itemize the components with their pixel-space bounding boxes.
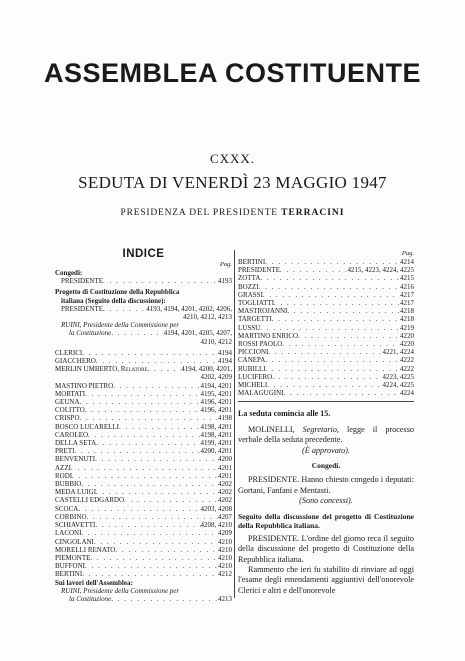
pag-label-right: Pag. [401, 250, 414, 257]
index-entry [55, 423, 232, 431]
index-entry [55, 480, 232, 488]
index-entry [55, 373, 232, 381]
congedi-section-label: Congedi: [55, 269, 83, 277]
index-entry-pages: 4209 [218, 529, 232, 538]
index-entry-pages: 4201 [218, 463, 232, 472]
molinelli-paragraph: MOLINELLI, Segretario, legge il processo verbale della seduta precedente. [238, 424, 414, 445]
index-entry-continuation: 4210, 4212 [200, 337, 232, 346]
index-entry-name: MASTROJANNI [238, 307, 288, 316]
index-entry-name: CLERICI [55, 348, 83, 357]
president-name: TERRACINI [281, 208, 345, 218]
index-entry-pages: 4210 [218, 562, 232, 571]
index-entry-pages: 4214 [400, 258, 414, 266]
index-entry [55, 447, 232, 455]
index-entry-name: CANEPA [238, 356, 266, 365]
index-entry-pages: 4208, 4210 [200, 521, 232, 530]
index-entry [238, 258, 414, 266]
index-entry [55, 554, 232, 562]
index-entry [55, 455, 232, 463]
index-entry-name: MERLIN UMBERTO, Relatore [55, 365, 148, 374]
seduta-opening: La seduta comincia alle 15. [238, 409, 331, 419]
session-body [238, 409, 414, 596]
index-entry [238, 332, 414, 340]
index-entry-name: BUFFONI [55, 562, 85, 571]
index-entry-pages: 4200 [218, 455, 232, 464]
index-entry-pages: 4224 [400, 389, 414, 398]
congedi-heading: Congedi. [311, 461, 341, 471]
index-entry-name: ZOTTA [238, 274, 261, 283]
index-entry-pages: 4198, 4201 [200, 430, 232, 439]
document-title: ASSEMBLEA COSTITUENTE [43, 58, 422, 88]
presidenza-line [0, 208, 465, 218]
index-entry [238, 307, 414, 315]
index-entry-name: ROSSI PAOLO [238, 340, 283, 349]
index-entry [238, 274, 414, 282]
index-entry [55, 496, 232, 504]
index-entry-pages: 4217 [400, 299, 414, 308]
index-entry-pages: 4222 [400, 364, 414, 373]
index-entry-name: MICHELI [238, 381, 268, 390]
index-entry [238, 266, 414, 274]
index-entry [238, 348, 414, 356]
index-entry [55, 357, 232, 365]
pag-label: Pag. [219, 261, 232, 268]
index-entry-name: RODI [55, 471, 73, 480]
index-entry-name: CASTELLI EDGARDO [55, 496, 125, 505]
index-entry: la Costituzione . . . 4194, 4201, 4205, 4207, [55, 329, 232, 337]
session-number: CXXX. [209, 151, 256, 166]
index-entry: PRESIDENTE . . . 4193 [55, 277, 232, 285]
index-entry-pages: 4223, 4225 [382, 372, 414, 381]
index-entry [238, 315, 414, 323]
index-entry [55, 472, 232, 480]
index-entry-pages: 4202 [218, 480, 232, 489]
rammento-paragraph: Rammento che ieri fu stabilito di rinviare ad oggi l'esame degli emendamenti aggiuntivi dell'onorevole Clerici e altri e dell'onorevole [238, 564, 414, 595]
index-entry [55, 406, 232, 414]
index-entry-name: SCOCA [55, 504, 79, 513]
index-entry-pages: 4220 [400, 331, 414, 340]
index-entry-pages: 4196, 4201 [200, 406, 232, 415]
concessi-note: (Sono concessi). [299, 496, 353, 506]
index-entry-pages: 4210 [218, 553, 232, 562]
index-entry-pages: 4212 [218, 570, 232, 579]
index-entry-pages: 4215, 4223, 4224, 4225 [347, 266, 414, 275]
index-entry-name: PRESIDENTE [238, 266, 280, 275]
index-entry [238, 389, 414, 397]
index-entry-name: RUBILLI [238, 364, 266, 373]
index-entry-pages: 4203, 4208 [200, 504, 232, 513]
index-entry-name: PIEMONTE [55, 553, 91, 562]
index-entry-pages: 4202, 4209 [200, 373, 232, 382]
index-entry [55, 538, 232, 546]
index-entry-pages: 4199, 4201 [200, 439, 232, 448]
index-entry-name: BERTINI [238, 258, 266, 266]
index-entry [55, 488, 232, 496]
index-entry [55, 431, 232, 439]
seduta-heading: SEDUTA DI VENERDÌ 23 MAGGIO 1947 [78, 173, 387, 192]
index-entry [238, 340, 414, 348]
index-entry: PRESIDENTE . . . 4193, 4194, 4201, 4202, 4206, [55, 305, 232, 313]
index-entry-pages: 4195, 4201 [200, 389, 232, 398]
index-entry [55, 398, 232, 406]
index-entry-name: TARGETTI [238, 315, 272, 324]
index-entry-pages: 4210 [218, 545, 232, 554]
index-entry [55, 521, 232, 529]
index-entry-ruini-line1: RUINI, Presidente della Commissione per [61, 321, 180, 330]
index-entry [238, 283, 414, 291]
index-entry-name: LUCIFERO [238, 372, 273, 381]
column-divider [234, 250, 235, 598]
index-entry-pages: 4220 [400, 340, 414, 349]
index-entry-pages: 4196, 4201 [200, 398, 232, 407]
index-entry [55, 513, 232, 521]
index-entry-name: PRETI [55, 447, 75, 456]
index-entry-pages: 4210 [218, 537, 232, 546]
index-entry-name: MASTINO PIETRO [55, 381, 114, 390]
index-entry [55, 570, 232, 578]
index-entry-name: LACONI [55, 529, 82, 538]
index-entry-pages: 4194 [218, 357, 232, 366]
index-entry-pages: 4202 [218, 488, 232, 497]
index-entry-name: CORBINO [55, 512, 87, 521]
index-entry-pages: 4198 [218, 414, 232, 423]
index-entry: la Costituzione . . . 4213 [55, 595, 232, 603]
index-entry [238, 324, 414, 332]
seguito-heading: Seguito della discussione del progetto di Costituzione della Repubblica italiana. [238, 511, 414, 531]
index-entry-pages: 4218 [400, 307, 414, 316]
index-entry-name: AZZI [55, 463, 71, 472]
index-entry [55, 529, 232, 537]
index-entry-pages: 4218 [400, 315, 414, 324]
index-entry-pages: 4194, 4201 [200, 381, 232, 390]
index-entry-name: DELLA SETA [55, 439, 97, 448]
index-entry-name: BUBBIO [55, 480, 82, 489]
index-left-column [55, 248, 232, 603]
congedi-paragraph: PRESIDENTE. Hanno chiesto congedo i deputati: Gortani, Fanfani e Mentasti. [238, 475, 414, 495]
index-entry-ruini-lavori-line1: RUINI, Presidente della Commissione per [61, 586, 180, 595]
index-entry-name: MORTATI [55, 389, 86, 398]
index-entry-name: GEUNA [55, 398, 80, 407]
indice-title: INDICE [122, 248, 165, 260]
index-entry-pages: 4222 [400, 356, 414, 365]
index-entry-pages: 4224, 4225 [382, 381, 414, 390]
index-entry-name: PICCIONI [238, 348, 269, 357]
index-entry-name: LUSSU [238, 323, 261, 332]
index-entry [55, 414, 232, 422]
index-entry-pages: 4217 [400, 290, 414, 299]
index-entry-pages: 4219 [400, 323, 414, 332]
index-entry-pages: 4207 [218, 512, 232, 521]
index-entry-name: MORELLI RENATO [55, 545, 116, 554]
index-entry-name: BERTINI [55, 570, 83, 579]
index-entry-name: CRISPO [55, 414, 80, 423]
right-column [238, 248, 414, 596]
index-entry-name: CINGOLANI [55, 537, 94, 546]
index-entry-pages: 4215 [400, 274, 414, 283]
index-entry [55, 562, 232, 570]
index-entry [238, 373, 414, 381]
progetto-section-label: Progetto di Costituzione della Repubblica italiana (Seguito della discussione): [55, 288, 180, 305]
index-entry-name: MALAGUGINI [238, 389, 284, 398]
index-entry [55, 439, 232, 447]
index-entry-name: BOZZI [238, 282, 259, 291]
index-entry [55, 464, 232, 472]
index-entry [55, 505, 232, 513]
index-entry [55, 365, 232, 373]
index-entry-pages: 4194, 4200, 4201, [181, 365, 232, 374]
index-entry-name: BENVENUTI [55, 455, 96, 464]
index-entry [238, 365, 414, 373]
index-entry-name: MARTINO ENRICO [238, 331, 299, 340]
index-entry [238, 291, 414, 299]
seguito-paragraph: PRESIDENTE. L'ordine del giorno reca il seguito della discussione del progetto di Costituzione della Repubblica italiana. [238, 533, 414, 564]
index-entry [55, 382, 232, 390]
index-entry-name: GIACCHERO [55, 357, 96, 366]
index-entry-pages: 4216 [400, 282, 414, 291]
index-entry-pages: 4202 [218, 496, 232, 505]
index-entry-pages: 4200, 4201 [200, 447, 232, 456]
index-entry-continuation: 4210, 4212, 4213 [183, 313, 232, 322]
separator [238, 401, 414, 402]
index-entry-pages: 4221, 4224 [382, 348, 414, 357]
index-entry [238, 381, 414, 389]
index-entry-name: CAROLEO [55, 430, 89, 439]
index-entry-name: COLITTO [55, 406, 85, 415]
index-entry-name: TOGLIATTI [238, 299, 275, 308]
presidenza-label: PRESIDENZA DEL PRESIDENTE [120, 208, 278, 218]
index-entry [238, 299, 414, 307]
index-entry-name: BOSCO LUCARELLI [55, 422, 119, 431]
index-entry [55, 390, 232, 398]
index-entry-name: GRASSI [238, 290, 263, 299]
index-entry [238, 356, 414, 364]
index-entry-pages: 4201 [218, 471, 232, 480]
approvato-note: (È approvato). [302, 445, 350, 455]
index-entry-pages: 4194 [218, 348, 232, 357]
index-entry [55, 349, 232, 357]
index-entry-name: MEDA LUIGI [55, 488, 97, 497]
index-entry-name: SCHIAVETTI [55, 521, 96, 530]
index-entry [55, 546, 232, 554]
lavori-section-label: Sui lavori dell'Assemblea: [55, 578, 133, 587]
index-entry-pages: 4198, 4201 [200, 422, 232, 431]
